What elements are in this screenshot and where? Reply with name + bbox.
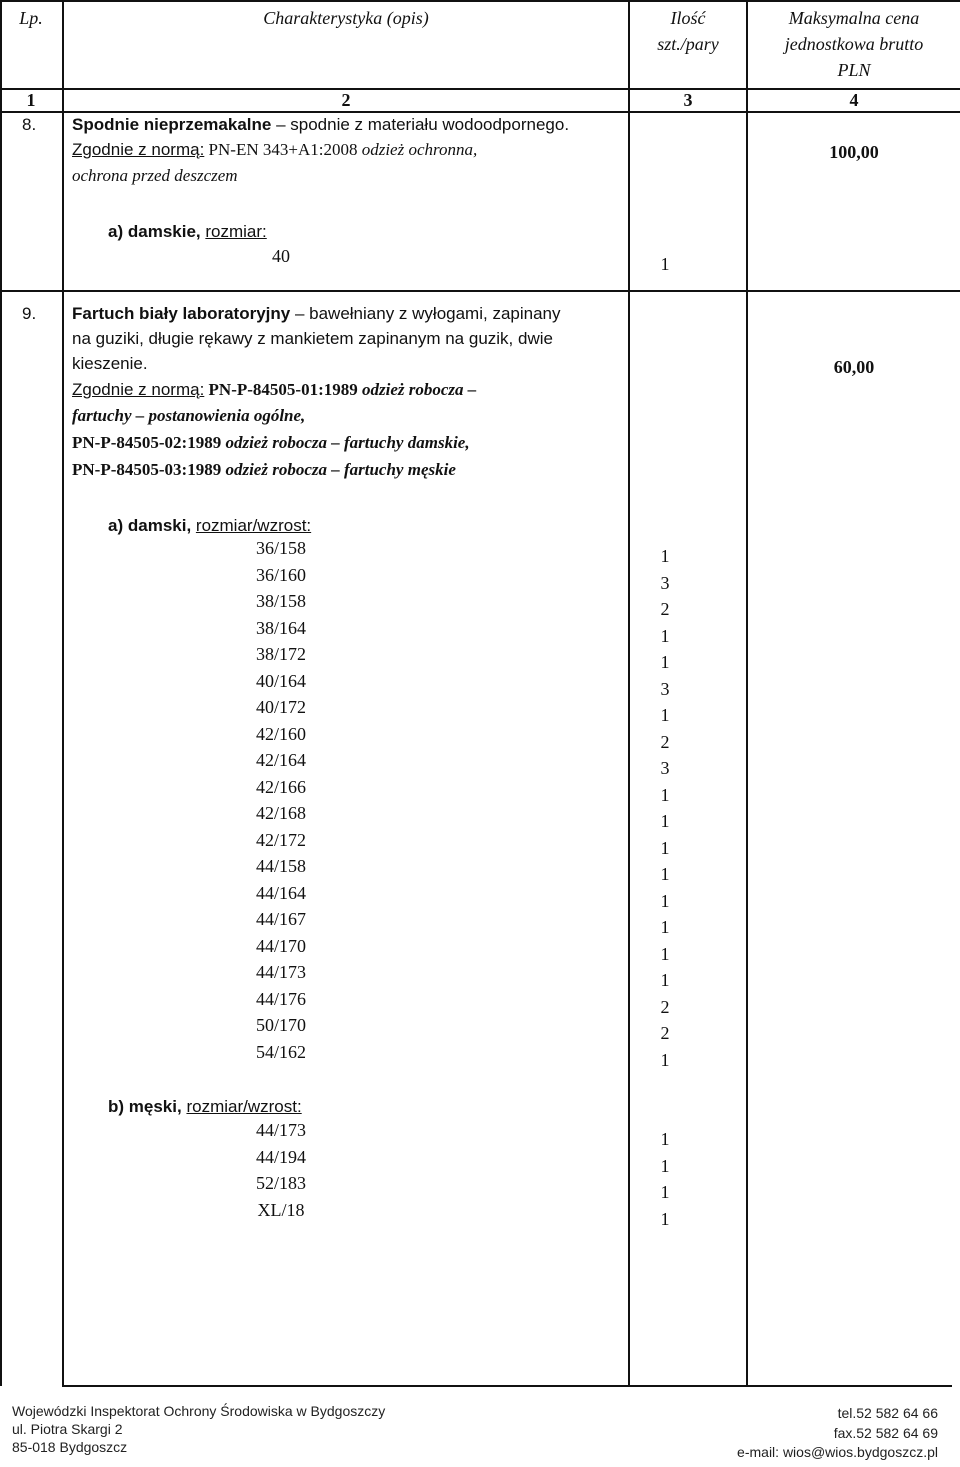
- item9-title-line: [72, 304, 561, 324]
- variant-a-row-size: 44/164: [255, 882, 306, 903]
- variant-a-row-qty: 1: [660, 837, 670, 858]
- footer-fax: fax.52 582 64 69: [833, 1425, 938, 1441]
- variant-a-row-qty: 1: [660, 705, 670, 725]
- item9-variant-b-line: [108, 1097, 302, 1117]
- variant-b-row-size: 52/183: [255, 1173, 306, 1193]
- col-number-4: 4: [849, 90, 859, 110]
- variant-a-row-qty: 2: [660, 731, 670, 752]
- item9-title: Fartuch biały laboratoryjny: [72, 304, 291, 323]
- item9-norm2-line: [72, 433, 470, 453]
- header-quantity-line1: Ilość: [670, 8, 706, 28]
- variant-a-row-qty: 2: [660, 1023, 670, 1043]
- item9-norm1-name: odzież robocza –: [362, 380, 477, 399]
- footer-org: Wojewódzki Inspektorat Ochrony Środowiska w Bydgoszczy: [12, 1403, 386, 1419]
- item8-size: 40: [272, 246, 290, 266]
- variant-a-row-qty: 1: [660, 864, 670, 884]
- header-description: Charakterystyka (opis): [263, 8, 429, 28]
- variant-a-row-size: 44/176: [255, 988, 306, 1009]
- variant-a-row-size: 44/158: [255, 856, 306, 876]
- col-divider-1: [62, 0, 64, 1386]
- variant-b-row-size: 44/194: [255, 1146, 306, 1167]
- variant-b-row-qty: 1: [660, 1182, 670, 1202]
- footer-email: e-mail: wios@wios.bydgoszcz.pl: [737, 1444, 938, 1460]
- variant-a-row-size: 44/173: [255, 962, 306, 982]
- footer-city: 85-018 Bydgoszcz: [12, 1439, 128, 1455]
- item9-variant-a-name: damski,: [127, 516, 192, 535]
- item8-variant-size-label: rozmiar:: [205, 222, 267, 241]
- variant-a-row-size: 38/158: [255, 591, 306, 611]
- table-top-border: [0, 0, 960, 2]
- header-price-line2: jednostkowa brutto: [784, 34, 924, 54]
- variant-a-row-size: 42/172: [255, 829, 306, 850]
- variant-a-row-size: 42/164: [255, 750, 306, 770]
- footer-street: ul. Piotra Skargi 2: [12, 1421, 123, 1437]
- variant-a-row-qty: 1: [660, 917, 670, 937]
- variant-a-row-qty: 3: [660, 678, 670, 699]
- variant-a-row-qty: 2: [660, 599, 670, 619]
- item9-variant-b-label: b): [108, 1097, 125, 1116]
- variant-b-row-qty: 1: [660, 1155, 670, 1176]
- col-number-1: 1: [26, 90, 36, 110]
- item9-norm1-code: PN-P-84505-01:1989: [204, 380, 362, 399]
- col-number-2: 2: [341, 90, 351, 110]
- footer-tel: tel.52 582 64 66: [837, 1405, 938, 1421]
- item9-desc-line3: kieszenie.: [72, 354, 148, 373]
- variant-a-row-qty: 1: [660, 625, 670, 646]
- variant-a-row-qty: 1: [660, 811, 670, 831]
- item9-norm3-line: [72, 460, 456, 480]
- item8-bottom-rule: [0, 290, 960, 292]
- item8-lp: 8.: [22, 115, 37, 134]
- variant-a-row-size: 42/166: [255, 776, 306, 797]
- item9-variant-a-line: [108, 516, 311, 536]
- item9-desc-line2: na guziki, długie rękawy z mankietem zapinanym na guzik, dwie: [72, 329, 553, 348]
- col-divider-3: [746, 0, 748, 1386]
- variant-a-row-qty: 3: [660, 758, 670, 778]
- variant-a-row-size: 38/164: [255, 617, 306, 638]
- col-divider-2: [628, 0, 630, 1386]
- variant-a-row-qty: 1: [660, 784, 670, 805]
- item9-norm2-code: PN-P-84505-02:1989: [72, 433, 226, 452]
- header-quantity-line2: szt./pary: [657, 34, 719, 54]
- item9-title-rest: – bawełniany z wyłogami, zapinany: [290, 304, 561, 323]
- item8-norm-name: odzież ochronna,: [361, 140, 478, 159]
- header-lp: Lp.: [19, 8, 43, 28]
- item8-norm-name-cont: ochrona przed deszczem: [72, 166, 238, 185]
- item9-variant-a-size-label: rozmiar/wzrost:: [195, 516, 312, 535]
- variant-a-row-qty: 1: [660, 970, 670, 990]
- variant-a-row-qty: 3: [660, 572, 670, 593]
- item9-norm1-name-cont: fartuchy – postanowienia ogólne,: [72, 406, 306, 425]
- item9-variant-a-label: a): [108, 516, 124, 535]
- item8-variant-line: [108, 222, 267, 242]
- variant-a-row-qty: 2: [660, 996, 670, 1017]
- item9-norm-prefix: Zgodnie z normą:: [72, 380, 205, 399]
- item9-lp: 9.: [22, 304, 37, 323]
- item8-title-line: [72, 115, 569, 135]
- item8-title-rest: – spodnie z materiału wodoodpornego.: [271, 115, 570, 134]
- item8-variant-label: a): [108, 222, 124, 241]
- item9-price: 60,00: [833, 357, 875, 377]
- variant-a-row-size: 40/172: [255, 697, 306, 717]
- variant-a-row-qty: 1: [660, 943, 670, 964]
- variant-b-row-qty: 1: [660, 1129, 670, 1149]
- table-bottom-rule: [62, 1385, 952, 1387]
- item9-norm2-name: odzież robocza – fartuchy damskie,: [225, 433, 470, 452]
- item9-variant-b-name: męski,: [128, 1097, 182, 1116]
- item9-norm3-code: PN-P-84505-03:1989: [72, 460, 226, 479]
- item8-norm-code: PN-EN 343+A1:2008: [204, 140, 362, 159]
- variant-b-row-size: XL/18: [257, 1199, 305, 1220]
- variant-a-row-size: 36/158: [255, 538, 306, 558]
- variant-a-row-size: 44/167: [255, 909, 306, 929]
- header-price-line3: PLN: [837, 60, 871, 80]
- variant-b-row-qty: 1: [660, 1208, 670, 1229]
- item8-title: Spodnie nieprzemakalne: [72, 115, 272, 134]
- item8-price: 100,00: [829, 142, 879, 162]
- variant-a-row-qty: 1: [660, 890, 670, 911]
- variant-a-row-qty: 1: [660, 546, 670, 566]
- variant-a-row-size: 54/162: [255, 1041, 306, 1062]
- table-left-border: [0, 0, 2, 1386]
- variant-a-row-size: 42/160: [255, 723, 306, 744]
- variant-a-row-qty: 1: [660, 652, 670, 672]
- variant-a-row-qty: 1: [660, 1049, 670, 1070]
- variant-b-row-size: 44/173: [255, 1120, 306, 1140]
- variant-a-row-size: 36/160: [255, 564, 306, 585]
- item9-norm1-line: [72, 380, 476, 400]
- item8-norm-line: [72, 140, 477, 160]
- item9-norm3-name: odzież robocza – fartuchy męskie: [225, 460, 456, 479]
- item8-variant-name: damskie,: [127, 222, 201, 241]
- header-price-line1: Maksymalna cena: [788, 8, 920, 28]
- variant-a-row-size: 44/170: [255, 935, 306, 956]
- variant-a-row-size: 42/168: [255, 803, 306, 823]
- item9-variant-b-size-label: rozmiar/wzrost:: [186, 1097, 302, 1116]
- col-number-3: 3: [683, 90, 693, 110]
- item8-norm-prefix: Zgodnie z normą:: [72, 140, 205, 159]
- colnum-bottom-rule: [0, 111, 960, 113]
- item8-qty: 1: [660, 254, 670, 274]
- variant-a-row-size: 40/164: [255, 670, 306, 691]
- variant-a-row-size: 50/170: [255, 1015, 306, 1035]
- variant-a-row-size: 38/172: [255, 644, 306, 664]
